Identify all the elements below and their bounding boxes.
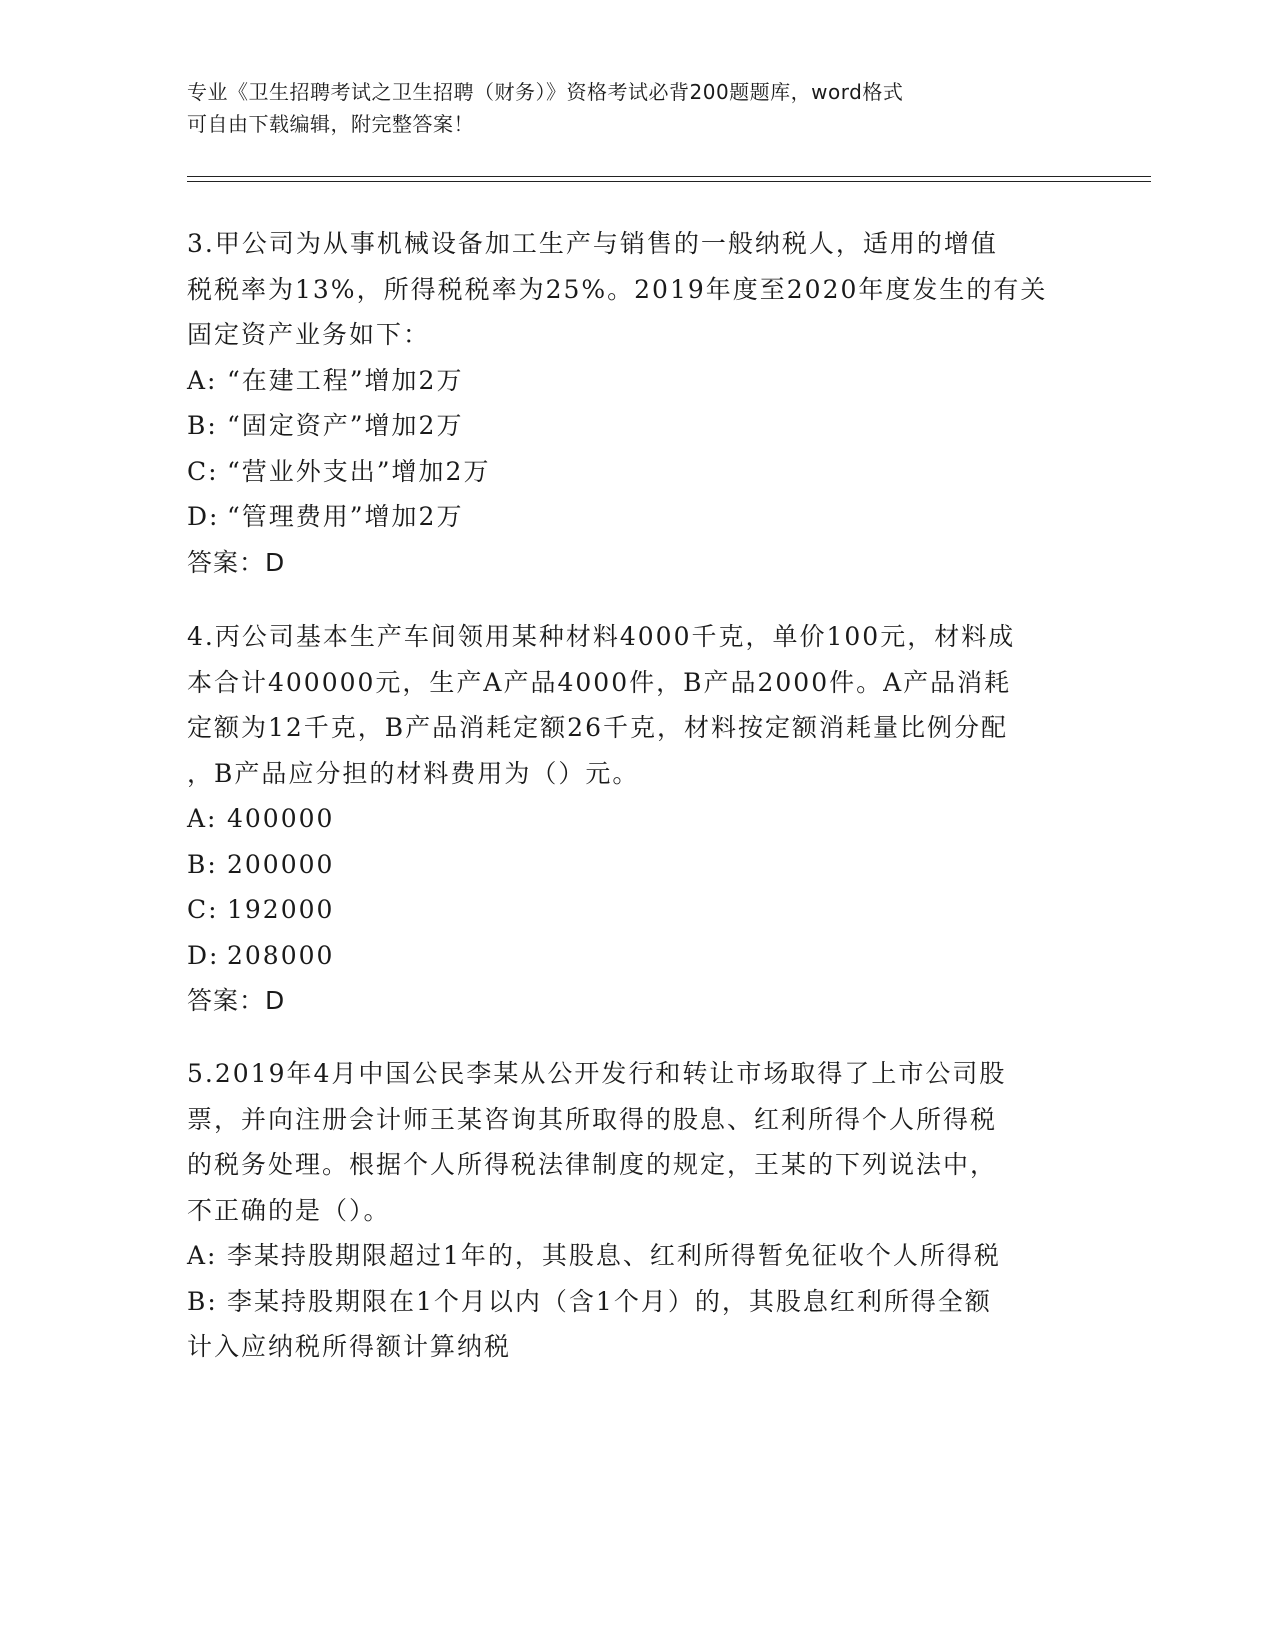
- option-a: A: 400000: [187, 804, 335, 833]
- question-3: [187, 221, 1087, 585]
- option-d: D: 208000: [187, 940, 335, 970]
- answer-label: 答案：D: [187, 986, 286, 1015]
- question-stem-line: 定额为12千克，B产品消耗定额26千克，材料按定额消耗量比例分配: [187, 713, 1008, 742]
- option-b: B: 200000: [187, 849, 335, 879]
- option-a: A: “在建工程”增加2万: [187, 365, 464, 395]
- question-stem-line: 固定资产业务如下：: [187, 320, 431, 349]
- question-stem-line: ，B产品应分担的材料费用为（）元。: [187, 758, 640, 788]
- question-stem-line: 5.2019年4月中国公民李某从公开发行和转让市场取得了上市公司股: [187, 1059, 1007, 1088]
- question-4: [187, 614, 1087, 1024]
- option-b: B: 李某持股期限在1个月以内（含1个月）的，其股息红利所得全额: [187, 1286, 992, 1316]
- question-stem-line: 税税率为13%，所得税税率为25%。2019年度至2020年度发生的有关: [187, 274, 1048, 304]
- question-stem-line: 不正确的是（）。: [187, 1195, 391, 1225]
- answer-label: 答案：D: [187, 547, 286, 577]
- question-5: [187, 1051, 1087, 1370]
- option-b-continued: 计入应纳税所得额计算纳税: [187, 1332, 512, 1361]
- question-stem-line: 4.丙公司基本生产车间领用某种材料4000千克，单价100元，材料成: [187, 622, 1016, 651]
- option-c: C: “营业外支出”增加2万: [187, 456, 491, 486]
- question-stem-line: 票，并向注册会计师王某咨询其所取得的股息、红利所得个人所得税: [187, 1104, 998, 1134]
- option-d: D: “管理费用”增加2万: [187, 502, 464, 531]
- option-c: C: 192000: [187, 895, 335, 924]
- header-divider: [187, 176, 1151, 182]
- document-header: [187, 76, 1087, 140]
- header-line: 可自由下载编辑，附完整答案！: [187, 112, 474, 136]
- option-b: B: “固定资产”增加2万: [187, 411, 464, 440]
- question-stem-line: 3.甲公司为从事机械设备加工生产与销售的一般纳税人，适用的增值: [187, 229, 998, 258]
- question-stem-line: 本合计400000元，生产A产品4000件，B产品2000件。A产品消耗: [187, 667, 1012, 697]
- option-a: A: 李某持股期限超过1年的，其股息、红利所得暂免征收个人所得税: [187, 1241, 1001, 1270]
- question-stem-line: 的税务处理。根据个人所得税法律制度的规定，王某的下列说法中，: [187, 1150, 998, 1179]
- header-line: 专业《卫生招聘考试之卫生招聘（财务）》资格考试必背200题题库，word格式: [187, 80, 904, 104]
